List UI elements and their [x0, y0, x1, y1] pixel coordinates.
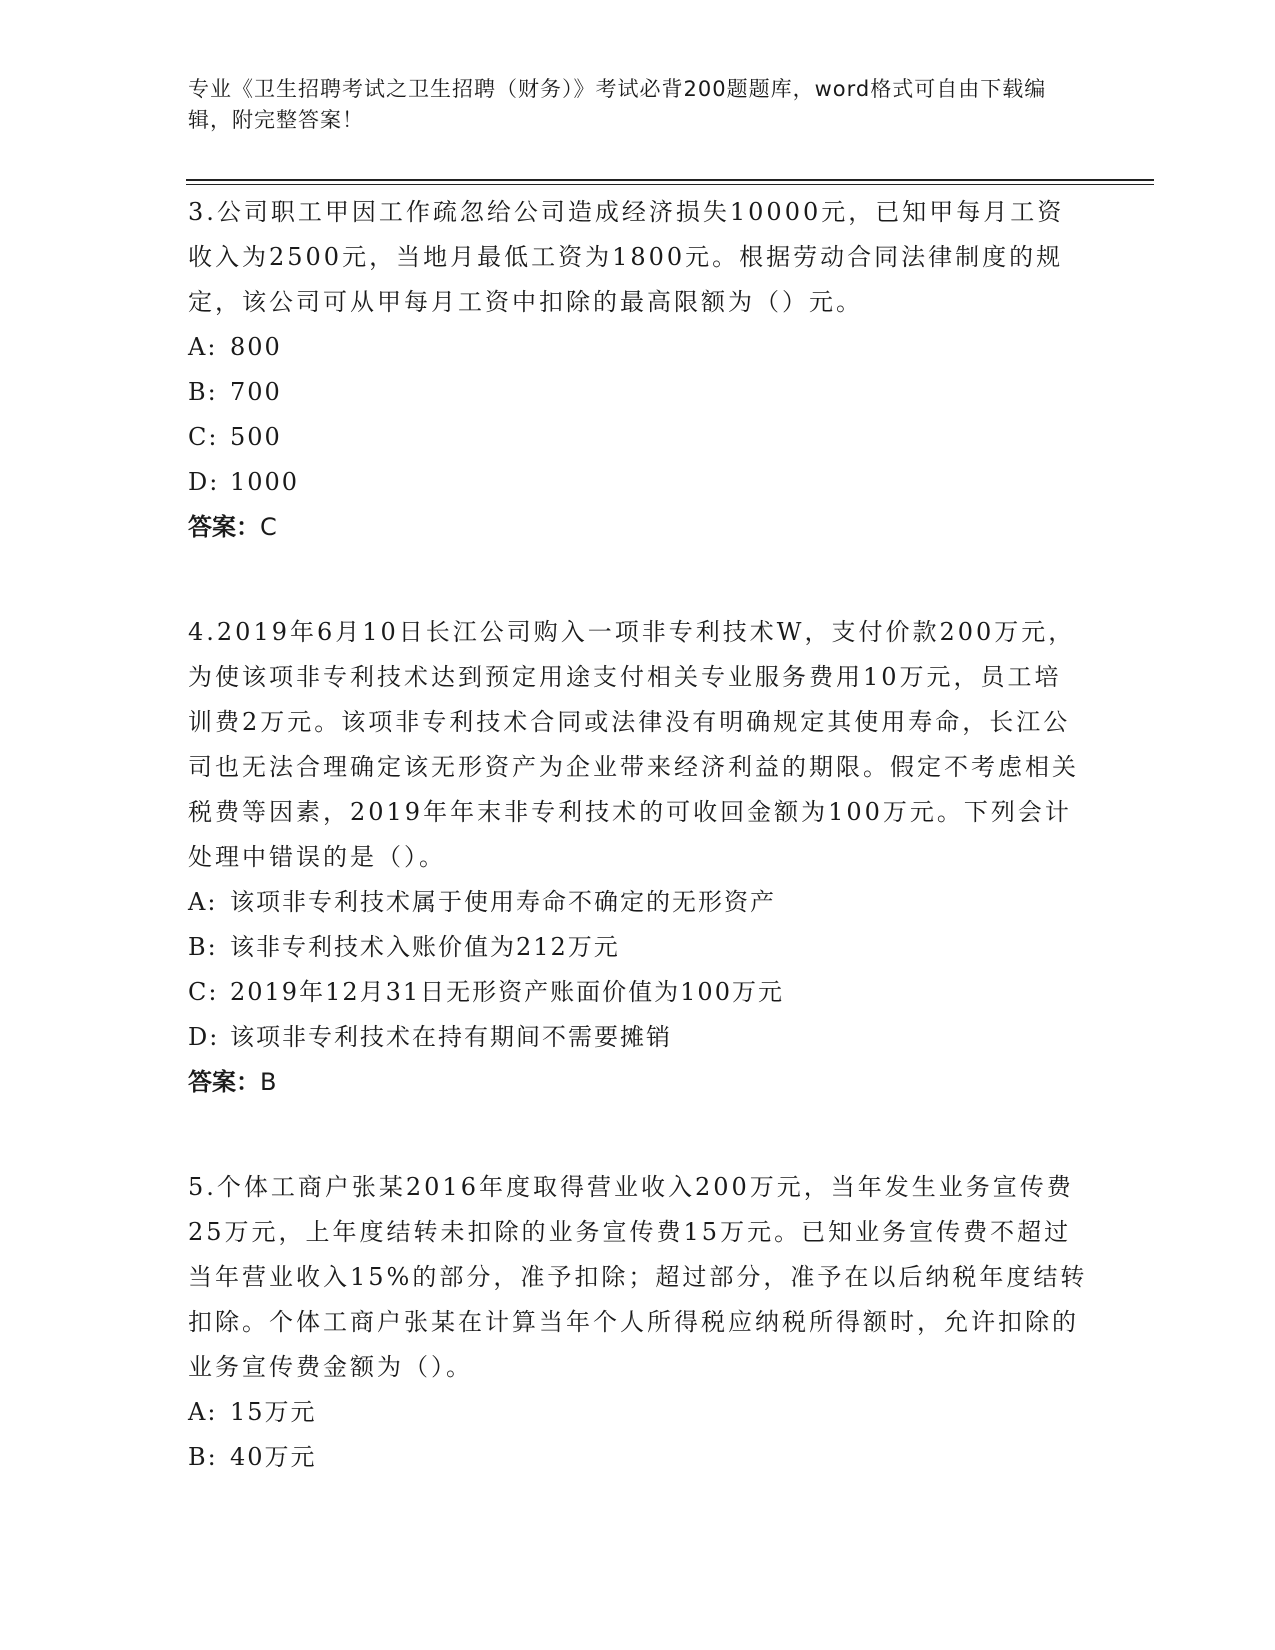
answer-line — [188, 505, 1088, 550]
option-a — [188, 880, 1088, 925]
option-d — [188, 460, 1088, 505]
answer-value: B — [260, 1068, 277, 1096]
option-key: B: — [188, 1443, 218, 1471]
option-key: A: — [188, 888, 218, 916]
document-header: 专业《卫生招聘考试之卫生招聘（财务）》考试必背200题题库，word格式可自由下载编辑，附完整答案！ — [188, 77, 1047, 132]
question-stem: 3.公司职工甲因工作疏忽给公司造成经济损失10000元，已知甲每月工资收入为2500元，当地月最低工资为1800元。根据劳动合同法律制度的规定，该公司可从甲每月工资中扣除的最高限额为（）元。 — [188, 198, 1065, 316]
answer-line — [188, 1060, 1088, 1105]
option-key: D: — [188, 468, 220, 496]
question-3 — [188, 190, 1088, 550]
option-d — [188, 1015, 1088, 1060]
answer-label: 答案： — [188, 513, 260, 541]
option-text: 该项非专利技术属于使用寿命不确定的无形资产 — [230, 888, 776, 916]
option-text: 2019年12月31日无形资产账面价值为100万元 — [230, 978, 784, 1006]
question-stem: 4.2019年6月10日长江公司购入一项非专利技术W，支付价款200万元，为使该项非专利技术达到预定用途支付相关专业服务费用10万元，员工培训费2万元。该项非专利技术合同或法律没有明确规定其使用寿命，长江公司也无法合理确定该无形资产为企业带来经济利益的期限。假定不考虑相关税费等因素，2019年年末非专利技术的可收回金额为100万元。下列会计处理中错误的是（）。 — [188, 618, 1079, 871]
option-key: D: — [188, 1023, 220, 1051]
option-text: 该非专利技术入账价值为212万元 — [230, 933, 620, 961]
option-b — [188, 370, 1088, 415]
option-key: B: — [188, 933, 218, 961]
question-list — [188, 190, 1088, 1480]
option-key: C: — [188, 423, 219, 451]
option-key: A: — [188, 333, 218, 361]
option-key: C: — [188, 978, 219, 1006]
header-divider-thick — [186, 179, 1154, 181]
option-text: 15万元 — [230, 1398, 317, 1426]
question-spacer — [188, 1105, 1088, 1165]
answer-label: 答案： — [188, 1068, 260, 1096]
option-text: 该项非专利技术在持有期间不需要摊销 — [230, 1023, 672, 1051]
option-text: 700 — [230, 378, 282, 406]
option-c — [188, 415, 1088, 460]
option-text: 40万元 — [230, 1443, 317, 1471]
option-c — [188, 970, 1088, 1015]
option-a — [188, 1390, 1088, 1435]
option-key: A: — [188, 1398, 218, 1426]
option-text: 1000 — [230, 468, 300, 496]
option-b — [188, 1435, 1088, 1480]
question-4 — [188, 610, 1088, 1105]
question-stem: 5.个体工商户张某2016年度取得营业收入200万元，当年发生业务宣传费25万元，上年度结转未扣除的业务宣传费15万元。已知业务宣传费不超过当年营业收入15%的部分，准予扣除；超过部分，准予在以后纳税年度结转扣除。个体工商户张某在计算当年个人所得税应纳税所得额时，允许扣除的业务宣传费金额为（）。 — [188, 1173, 1088, 1381]
question-5 — [188, 1165, 1088, 1480]
header-divider-thin — [186, 184, 1154, 185]
option-text: 500 — [230, 423, 282, 451]
option-a — [188, 325, 1088, 370]
question-spacer — [188, 550, 1088, 610]
answer-value: C — [260, 513, 277, 541]
option-key: B: — [188, 378, 218, 406]
option-b — [188, 925, 1088, 970]
option-text: 800 — [230, 333, 282, 361]
